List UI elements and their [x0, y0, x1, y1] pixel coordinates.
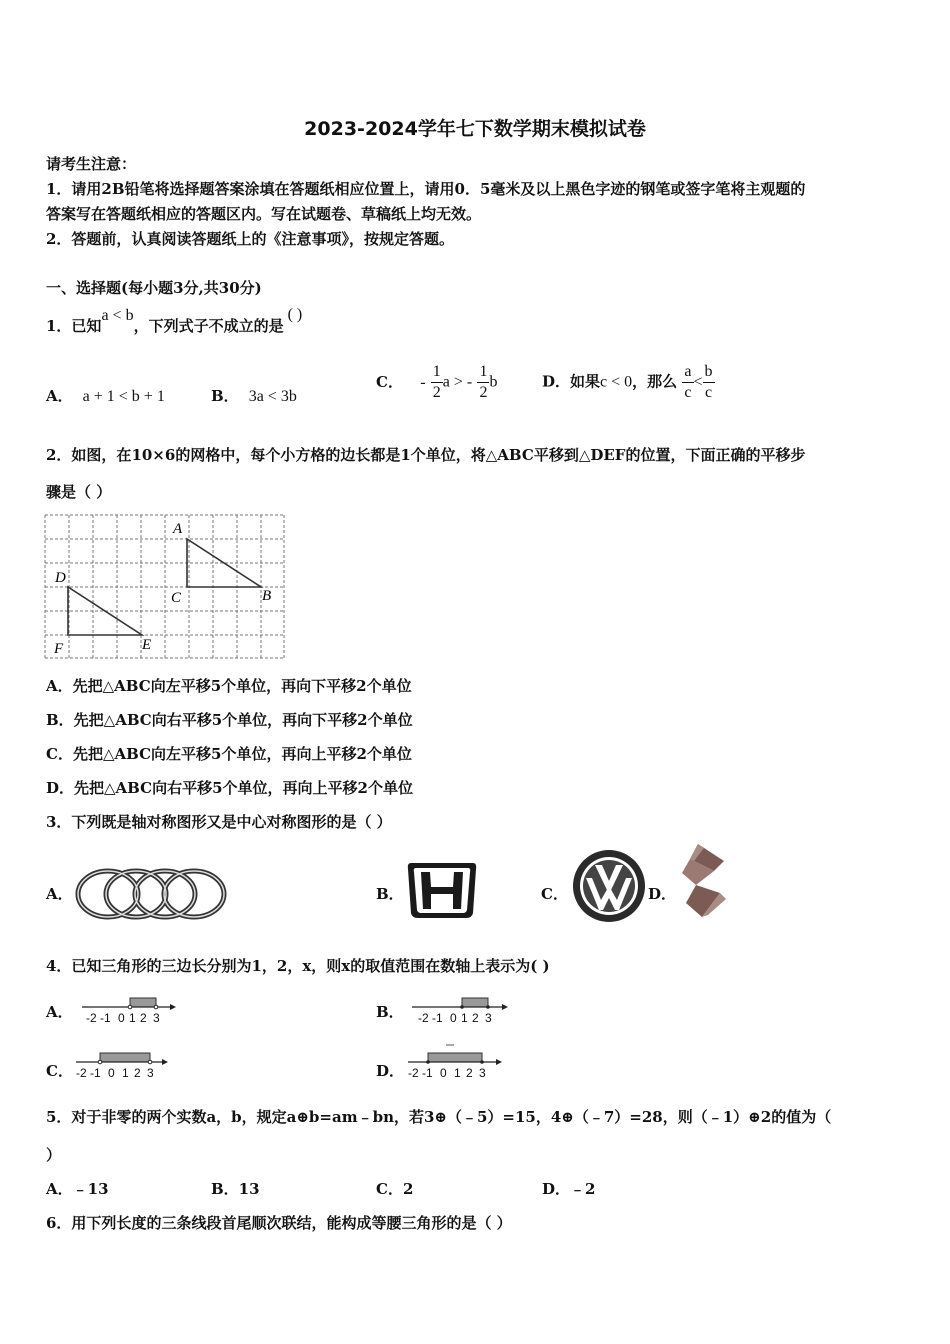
- q1-option-d: [542, 364, 715, 401]
- tick-b-5: 3: [485, 1011, 492, 1025]
- q5-option-d: D．﹣2: [542, 1180, 596, 1198]
- tick-a-4: 2: [140, 1011, 147, 1025]
- label-e: E: [142, 637, 152, 653]
- q2-line-2: 骤是（ ）: [46, 483, 112, 501]
- q1-c-frac1: $\frac{1}{2}$: [432, 363, 441, 401]
- q2-option-b: B．先把△ABC向右平移5个单位，再向下平移2个单位: [46, 711, 413, 729]
- q1-d-cond: c < 0: [600, 373, 633, 391]
- q1-c-frac2: $\frac{1}{2}$: [479, 363, 488, 401]
- q2-option-c: C．先把△ABC向左平移5个单位，再向上平移2个单位: [46, 745, 412, 763]
- q5-option-c: C．2: [376, 1180, 414, 1198]
- q1-a-expr: a + 1 < b + 1: [82, 388, 165, 405]
- tick-c-3: 1: [122, 1066, 129, 1080]
- tick-c-5: 3: [147, 1066, 154, 1080]
- notice-line-1a: 1．请用2B铅笔将选择题答案涂填在答题纸相应位置上，请用0．5毫米及以上黑色字迹的钢笔或签字笔将主观题的: [46, 180, 806, 198]
- tick-d-0: -2: [408, 1066, 419, 1080]
- tick-d-5: 3: [479, 1066, 486, 1080]
- q1-d-lt: <: [693, 373, 703, 391]
- q1-condition: a < b: [101, 307, 134, 324]
- q1-c-label: C．: [376, 372, 403, 391]
- tick-b-4: 2: [472, 1011, 479, 1025]
- q1-stem: [46, 306, 303, 336]
- suzuki-logo: [676, 841, 732, 921]
- q3-a-label: A．: [46, 885, 73, 903]
- label-c: C: [171, 590, 182, 606]
- q3-b-label: B．: [376, 885, 404, 903]
- tick-a-0: -2: [86, 1011, 97, 1025]
- tick-b-1: -1: [432, 1011, 443, 1025]
- tick-b-2: 0: [450, 1011, 457, 1025]
- tick-c-1: -1: [90, 1066, 101, 1080]
- q1-b-label: B．: [211, 387, 239, 405]
- number-line-b: [408, 993, 512, 1027]
- q1-b-expr: 3a < 3b: [248, 388, 297, 405]
- tick-d-3: 1: [454, 1066, 461, 1080]
- q3-d-label: D．: [648, 885, 677, 903]
- notice-heading: 请考生注意：: [46, 155, 137, 173]
- tick-c-4: 2: [134, 1066, 141, 1080]
- q1-suffix: ，下列式子不成立的是: [133, 317, 284, 335]
- q6-stem: 6．用下列长度的三条线段首尾顺次联结，能构成等腰三角形的是（ ）: [46, 1214, 512, 1232]
- q1-d-frac2: $\frac{b}{c}$: [704, 363, 713, 401]
- tick-a-3: 1: [129, 1011, 136, 1025]
- honda-logo: [405, 859, 479, 921]
- notice-line-2: 2．答题前，认真阅读答题纸上的《注意事项》，按规定答题。: [46, 230, 454, 248]
- q1-c-minus: -: [420, 373, 426, 391]
- q5-line-1: 5．对于非零的两个实数a，b，规定a⊕b=am﹣bn，若3⊕（﹣5）=15，4⊕（﹣7）=28，则（﹣1）⊕2的值为（: [46, 1108, 832, 1126]
- q3-stem: 3．下列既是轴对称图形又是中心对称图形的是（ ）: [46, 813, 392, 831]
- q1-option-b: [211, 385, 297, 406]
- q4-d-label: D．: [376, 1062, 405, 1080]
- tick-c-0: -2: [76, 1066, 87, 1080]
- tick-d-1: -1: [422, 1066, 433, 1080]
- q5-option-b: B．13: [211, 1180, 260, 1198]
- label-b: B: [262, 588, 272, 604]
- label-a: A: [173, 521, 183, 537]
- section-heading: 一、选择题(每小题3分,共30分): [46, 279, 262, 297]
- q1-d-label: D．如果: [542, 372, 601, 391]
- q1-d-frac1: $\frac{a}{c}$: [684, 363, 692, 401]
- q1-option-a: [46, 385, 165, 406]
- audi-rings-logo: [74, 866, 230, 922]
- label-d: D: [55, 570, 66, 586]
- q2-line-1: 2．如图，在10×6的网格中，每个小方格的边长都是1个单位，将△ABC平移到△DEF的位置，下面正确的平移步: [46, 446, 806, 464]
- number-line-d: [404, 1040, 508, 1080]
- q1-paren: ( ): [287, 306, 303, 323]
- q4-b-label: B．: [376, 1003, 404, 1021]
- notice-line-1b: 答案写在答题纸相应的答题区内。写在试题卷、草稿纸上均无效。: [46, 205, 482, 223]
- q4-stem: 4．已知三角形的三边长分别为1，2，x，则x的取值范围在数轴上表示为( ): [46, 957, 550, 975]
- q2-option-d: D．先把△ABC向右平移5个单位，再向上平移2个单位: [46, 779, 413, 797]
- tick-a-1: -1: [100, 1011, 111, 1025]
- tick-b-3: 1: [461, 1011, 468, 1025]
- q1-prefix: 1．已知: [46, 317, 102, 335]
- q3-c-label: C．: [541, 885, 568, 903]
- q5-option-a: A．﹣13: [46, 1180, 109, 1198]
- q1-option-c: [376, 364, 497, 401]
- vw-logo: [571, 848, 647, 924]
- number-line-c: [72, 1046, 172, 1080]
- tick-d-2: 0: [440, 1066, 447, 1080]
- q5-line-2: ）: [46, 1146, 62, 1164]
- q4-a-label: A．: [46, 1003, 73, 1021]
- q4-c-label: C．: [46, 1062, 73, 1080]
- tick-b-0: -2: [418, 1011, 429, 1025]
- number-line-a: [78, 993, 178, 1027]
- q2-grid-figure: [44, 514, 286, 660]
- q1-a-label: A．: [46, 387, 73, 405]
- q1-d-then: ，那么: [632, 372, 678, 391]
- q1-c-end: b: [489, 373, 498, 391]
- q2-option-a: A．先把△ABC向左平移5个单位，再向下平移2个单位: [46, 677, 412, 695]
- page-title: 2023-2024学年七下数学期末模拟试卷: [304, 118, 646, 140]
- triangle-abc: [187, 539, 261, 587]
- tick-a-5: 3: [153, 1011, 160, 1025]
- tick-d-4: 2: [466, 1066, 473, 1080]
- tick-c-2: 0: [108, 1066, 115, 1080]
- q1-c-mid: a > -: [442, 373, 473, 391]
- label-f: F: [54, 641, 64, 657]
- tick-a-2: 0: [118, 1011, 125, 1025]
